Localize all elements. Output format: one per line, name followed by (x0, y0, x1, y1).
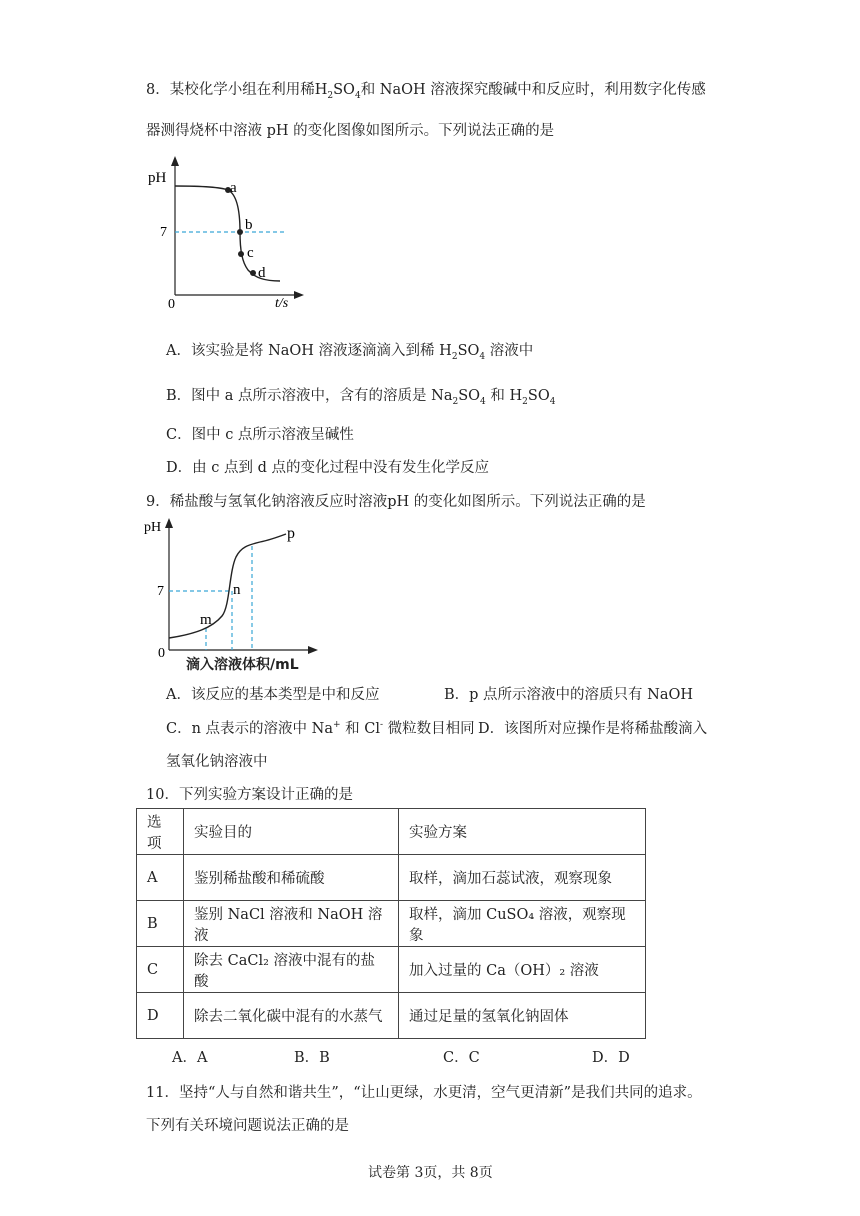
q8-option-a: A．该实验是将 NaOH 溶液逐滴滴入到稀 $H_2SO_4$ 溶液中 (166, 343, 534, 362)
header-purpose: 实验目的 (184, 809, 399, 855)
q8-option-d: D．由 c 点到 d 点的变化过程中没有发生化学反应 (166, 460, 489, 476)
table-cell: 取样，滴加 CuSO₄ 溶液，观察现象 (399, 901, 646, 947)
q9-label-p: p (287, 525, 295, 542)
q9-option-a: A．该反应的基本类型是中和反应 (166, 687, 380, 703)
table-cell: 除去 CaCl₂ 溶液中混有的盐酸 (184, 947, 399, 993)
q9-option-c: C．n 点表示的溶液中 Na+ 和 Cl- 微粒数目相同 (166, 720, 475, 737)
q9-ph-graph (140, 512, 340, 672)
header-option: 选项 (137, 809, 184, 855)
q9-curve (169, 534, 286, 638)
q9-x-label: 滴入溶液体积/mL (186, 657, 299, 673)
q8-option-b: B．图中 a 点所示溶液中，含有的溶质是 $Na_2SO_4$ 和 $H_2SO_4$ (166, 388, 556, 407)
q9-stem: 9．稀盐酸与氢氧化钠溶液反应时溶液pH 的变化如图所示。下列说法正确的是 (146, 494, 646, 510)
table-row (137, 901, 646, 947)
q8-label-c: c (247, 245, 254, 261)
table-cell: 加入过量的 Ca（OH）₂ 溶液 (399, 947, 646, 993)
q8-stem-line2: 器测得烧杯中溶液 pH 的变化图像如图所示。下列说法正确的是 (146, 123, 555, 139)
table-row (137, 947, 646, 993)
q8-point-d (250, 270, 256, 276)
q8-x-label: t/s (275, 296, 289, 311)
q8-y-label: pH (148, 170, 167, 186)
table-cell: 除去二氧化碳中混有的水蒸气 (184, 993, 399, 1039)
q8-option-c: C．图中 c 点所示溶液呈碱性 (166, 427, 354, 443)
q9-option-d-line2: 氢氧化钠溶液中 (166, 754, 268, 770)
q10-choice-b: B．B (294, 1050, 330, 1066)
q8-ph-graph (140, 150, 320, 315)
q10-stem: 10．下列实验方案设计正确的是 (146, 787, 353, 803)
table-row (137, 855, 646, 901)
q9-label-m: m (200, 612, 212, 628)
table-header-row (137, 809, 646, 855)
q8-point-b (237, 229, 243, 235)
q8-label-a: a (230, 180, 237, 196)
table-cell: 鉴别稀盐酸和稀硫酸 (184, 855, 399, 901)
table-cell: 通过足量的氢氧化钠固体 (399, 993, 646, 1039)
q10-choice-d: D．D (592, 1050, 630, 1066)
table-cell: C (137, 947, 184, 993)
q8-stem-line1: 8．某校化学小组在利用稀$H_2SO_4$和 NaOH 溶液探究酸碱中和反应时，利用数字化传感 (146, 82, 706, 101)
q8-label-d: d (258, 265, 266, 281)
q10-choice-c: C．C (443, 1050, 480, 1066)
q9-y-label: pH (144, 520, 162, 535)
header-plan: 实验方案 (399, 809, 646, 855)
table-cell: D (137, 993, 184, 1039)
q9-option-b: B．p 点所示溶液中的溶质只有 NaOH (444, 687, 694, 703)
q8-tick-7: 7 (160, 225, 167, 240)
q8-label-b: b (245, 217, 253, 233)
q11-stem-line2: 下列有关环境问题说法正确的是 (146, 1118, 349, 1134)
q8-origin: 0 (168, 297, 175, 312)
q9-tick-7: 7 (157, 584, 164, 599)
table-cell: 鉴别 NaCl 溶液和 NaOH 溶液 (184, 901, 399, 947)
table-cell: A (137, 855, 184, 901)
q9-label-n: n (233, 582, 241, 598)
q10-choice-a: A．A (172, 1050, 208, 1066)
q10-table (136, 808, 646, 1039)
table-row (137, 993, 646, 1039)
table-cell: B (137, 901, 184, 947)
table-cell: 取样，滴加石蕊试液，观察现象 (399, 855, 646, 901)
q9-origin: 0 (158, 646, 165, 661)
q9-option-d-line1: D．该图所对应操作是将稀盐酸滴入 (478, 721, 708, 737)
q8-point-c (238, 251, 244, 257)
q11-stem-line1: 11．坚持“人与自然和谐共生”，“让山更绿，水更清，空气更清新”是我们共同的追求。 (146, 1085, 702, 1101)
page-footer: 试卷第 3页，共 8页 (368, 1165, 493, 1181)
